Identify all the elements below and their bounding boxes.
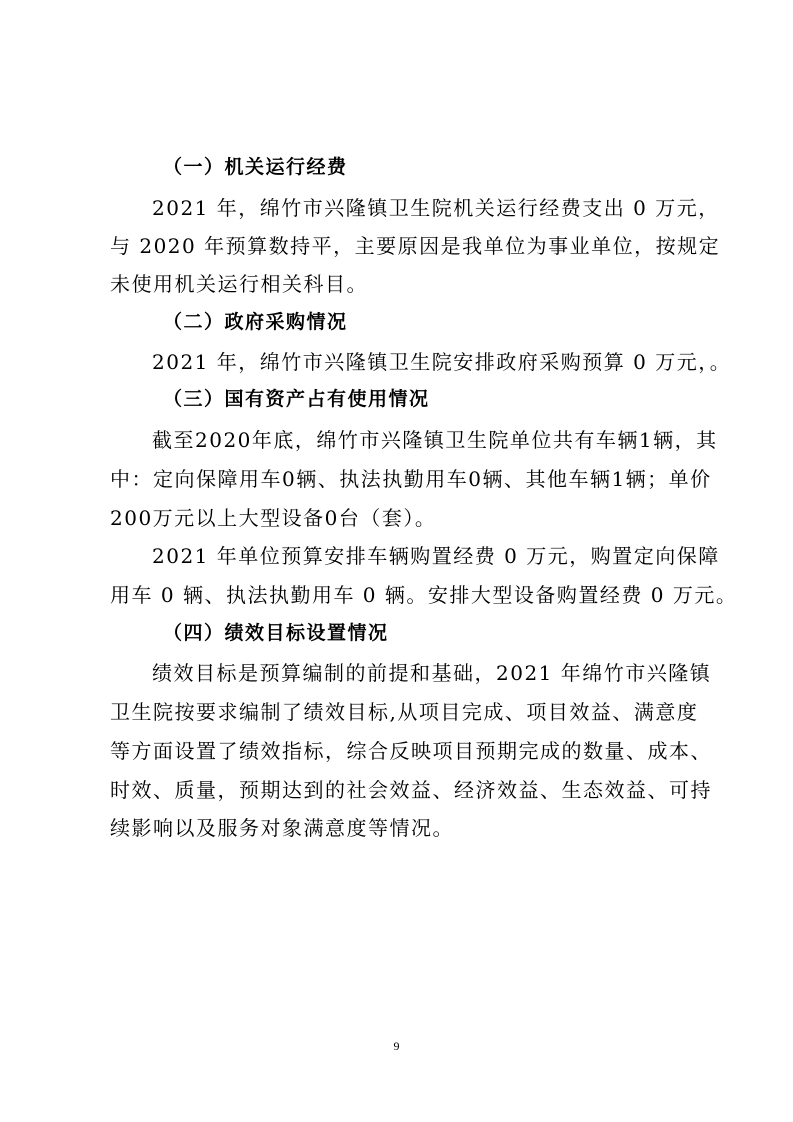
- section-heading-4: （四）绩效目标设置情况: [163, 622, 389, 644]
- paragraph-line: 等方面设置了绩效指标，综合反映项目预期完成的数量、成本、: [110, 739, 712, 763]
- paragraph-line: 未使用机关运行相关科目。: [110, 272, 368, 296]
- paragraph-line: 时效、质量，预期达到的社会效益、经济效益、生态效益、可持: [110, 778, 712, 802]
- paragraph-line: 中：定向保障用车0辆、执法执勤用车0辆、其他车辆1辆；单价: [110, 467, 712, 491]
- paragraph-line: 2021 年，绵竹市兴隆镇卫生院机关运行经费支出 0 万元，: [152, 196, 720, 220]
- paragraph-line: 卫生院按要求编制了绩效目标,从项目完成、项目效益、满意度: [110, 700, 699, 724]
- paragraph-line: 2021 年单位预算安排车辆购置经费 0 万元，购置定向保障: [152, 544, 720, 568]
- paragraph-line: 与 2020 年预算数持平，主要原因是我单位为事业单位，按规定: [110, 234, 721, 258]
- section-heading-3: （三）国有资产占有使用情况: [163, 388, 430, 410]
- paragraph-line: 绩效目标是预算编制的前提和基础，2021 年绵竹市兴隆镇: [152, 661, 712, 685]
- paragraph-line: 截至2020年底，绵竹市兴隆镇卫生院单位共有车辆1辆，其: [152, 428, 718, 452]
- paragraph-line: 用车 0 辆、执法执勤用车 0 辆。安排大型设备购置经费 0 万元。: [110, 583, 738, 607]
- section-heading-1: （一）机关运行经费: [163, 156, 348, 178]
- paragraph-line: 续影响以及服务对象满意度等情况。: [110, 816, 454, 840]
- page-number: 9: [393, 1039, 400, 1053]
- paragraph-line: 200万元以上大型设备0台（套）。: [110, 506, 437, 530]
- section-heading-2: （二）政府采购情况: [163, 311, 348, 333]
- paragraph-line: 2021 年，绵竹市兴隆镇卫生院安排政府采购预算 0 万元，。: [152, 350, 732, 374]
